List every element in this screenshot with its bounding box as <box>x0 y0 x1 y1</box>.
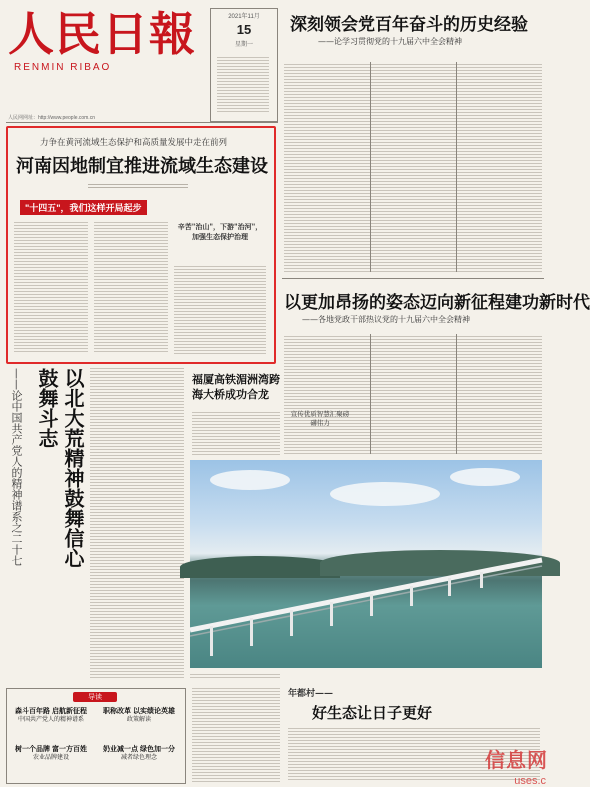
masthead-rule <box>6 122 278 123</box>
masthead-pinyin: RENMIN RIBAO <box>14 62 112 73</box>
vertical-headline-line1: 以北大荒精神鼓舞信心 <box>61 368 85 568</box>
index-item-main: 职称改革 以实绩论英雄 <box>103 708 175 715</box>
lead-left-col1 <box>14 220 88 354</box>
index-item[interactable] <box>9 707 93 725</box>
website-line: 人民网网址：http://www.people.com.cn <box>8 115 95 121</box>
bridge-photo <box>190 460 542 668</box>
lead-left-byline <box>88 182 188 188</box>
index-item-sub: 农业品牌建设 <box>32 755 69 761</box>
index-title: 导读 <box>73 692 117 702</box>
masthead <box>8 6 208 84</box>
col-rule <box>370 334 371 454</box>
date-day: 15 <box>236 22 252 37</box>
photo-caption <box>190 672 280 680</box>
section-rule <box>282 278 544 279</box>
bridge-pullquote: 宣传优质智慧汇聚磅礴伟力 <box>290 410 350 427</box>
watermark-logo: 信息网 <box>485 750 548 772</box>
bridge-body-text <box>192 410 280 456</box>
lead-right-body-text <box>284 62 542 272</box>
date-weekday: 星期一 <box>234 42 253 48</box>
index-item-main: 奶业减一点 绿色加一分 <box>103 746 175 753</box>
index-item-main: 森斗百年路 启航新征程 <box>15 708 87 715</box>
bottom-story-headline: 好生态让日子更好 <box>312 704 433 722</box>
vertical-headline-line2: 鼓舞斗志 <box>35 368 59 448</box>
index-item-sub: 政策解读 <box>126 717 151 723</box>
date-year-month: 2021年11月 <box>228 14 260 20</box>
masthead-logo: 人民日報 <box>8 7 196 61</box>
lead-left-banner: "十四五"，我们这样开局起步 <box>20 200 147 215</box>
date-box <box>210 8 278 122</box>
index-item-sub: 减者绿色理念 <box>120 755 157 761</box>
commentary-body-text <box>90 366 184 680</box>
side-body-text <box>290 340 352 404</box>
index-item-main: 树一个品牌 富一方百姓 <box>15 746 87 753</box>
lead-left-col2 <box>94 220 168 354</box>
watermark-url: uses.c <box>514 775 546 787</box>
lead-left-story-box <box>6 126 276 364</box>
lead-left-headline: 河南因地制宜推进流域生态建设 <box>16 156 268 177</box>
col-rule <box>456 62 457 272</box>
bottom-left-body-text <box>192 686 280 782</box>
second-right-subheadline: ——各地党政干部热议党的十九届六中全会精神 <box>302 315 470 324</box>
vertical-headline-sub: ——论中国共产党人的精神谱系之二十七 <box>10 368 23 566</box>
index-item[interactable] <box>97 745 181 763</box>
bridge-illustration <box>190 460 542 668</box>
col-rule <box>456 334 457 454</box>
lead-left-pullquote: 辛苦"治山"，下游"治河"，加强生态保护治理 <box>177 222 263 241</box>
index-item-sub: 中国共产党人的精神谱系 <box>17 717 84 723</box>
lead-right-headline: 深刻领会党百年奋斗的历史经验 <box>290 15 528 35</box>
lead-left-kicker: 力争在黄河流域生态保护和高质量发展中走在前列 <box>40 138 228 148</box>
lead-left-col3 <box>174 264 266 354</box>
second-right-headline: 以更加昂扬的姿态迈向新征程建功新时代 <box>284 293 590 313</box>
index-item[interactable] <box>97 707 181 725</box>
date-box-fineprint <box>217 55 269 113</box>
col-rule <box>370 62 371 272</box>
index-box <box>6 688 186 784</box>
bottom-story-kicker: 年都村—— <box>288 689 334 699</box>
index-item[interactable] <box>9 745 93 763</box>
lead-right-subheadline: ——论学习贯彻党的十九届六中全会精神 <box>318 37 462 46</box>
bridge-headline: 福厦高铁湄洲湾跨海大桥成功合龙 <box>192 373 280 401</box>
